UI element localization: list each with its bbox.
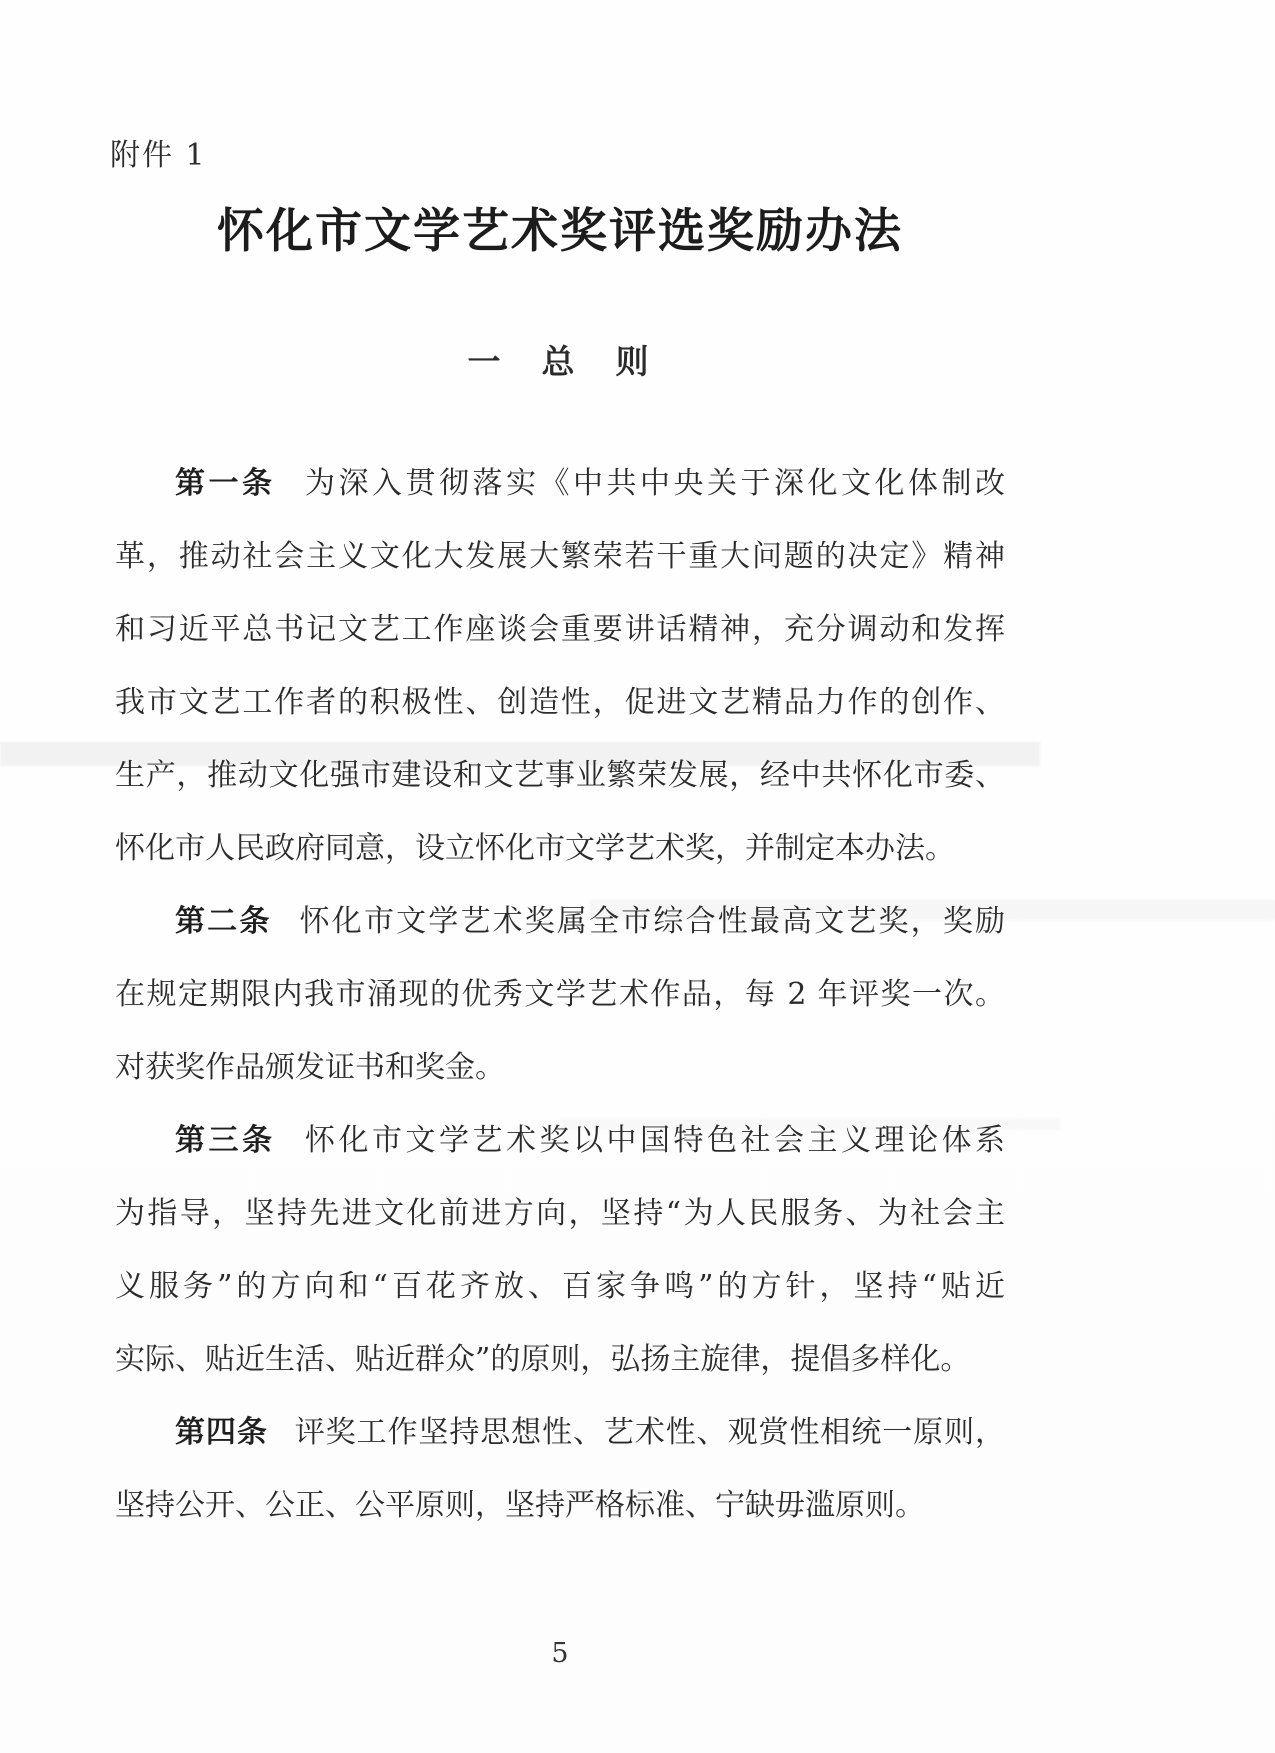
body-line (115, 1104, 1005, 1177)
body-line: 对获奖作品颁发证书和奖金。 (115, 1050, 505, 1085)
body-line: 怀化市人民政府同意，设立怀化市文学艺术奖，并制定本办法。 (115, 831, 955, 866)
body-line (115, 885, 1005, 958)
document-body (115, 447, 1005, 1542)
line-text: 评奖工作坚持思想性、艺术性、观赏性相统一原则， (293, 1415, 1006, 1450)
attachment-label: 附件 1 (110, 138, 207, 173)
body-line: 为指导，坚持先进文化前进方向，坚持“为人民服务、为社会主 (115, 1196, 1005, 1231)
body-line: 坚持公开、公正、公平原则，坚持严格标准、宁缺毋滥原则。 (115, 1488, 925, 1523)
article-label: 第二条 (175, 904, 272, 939)
line-text: 怀化市文学艺术奖属全市综合性最高文艺奖，奖励 (297, 904, 1006, 939)
body-line (115, 1396, 1005, 1469)
page-title: 怀化市文学艺术奖评选奖励办法 (217, 204, 903, 259)
article-label: 第三条 (175, 1123, 276, 1158)
body-line: 实际、贴近生活、贴近群众”的原则，弘扬主旋律，提倡多样化。 (115, 1342, 971, 1377)
line-text: 怀化市文学艺术奖以中国特色社会主义理论体系 (301, 1123, 1005, 1158)
article-label: 第四条 (175, 1415, 268, 1450)
body-line: 革，推动社会主义文化大发展大繁荣若干重大问题的决定》精神 (115, 539, 1005, 574)
body-line: 我市文艺工作者的积极性、创造性，促进文艺精品力作的创作、 (115, 685, 1005, 720)
body-line: 义服务”的方向和“百花齐放、百家争鸣”的方针，坚持“贴近 (115, 1269, 1005, 1304)
page-number: 5 (551, 1638, 569, 1669)
section-heading: 一 总 则 (467, 342, 653, 381)
article-label: 第一条 (175, 466, 276, 501)
body-line: 生产，推动文化强市建设和文艺事业繁荣发展，经中共怀化市委、 (115, 758, 1005, 793)
body-line (115, 447, 1005, 520)
body-line: 和习近平总书记文艺工作座谈会重要讲话精神，充分调动和发挥 (115, 612, 1005, 647)
body-line: 在规定期限内我市涌现的优秀文学艺术作品，每 2 年评奖一次。 (115, 977, 1005, 1012)
line-text: 为深入贯彻落实《中共中央关于深化文化体制改 (301, 466, 1005, 501)
